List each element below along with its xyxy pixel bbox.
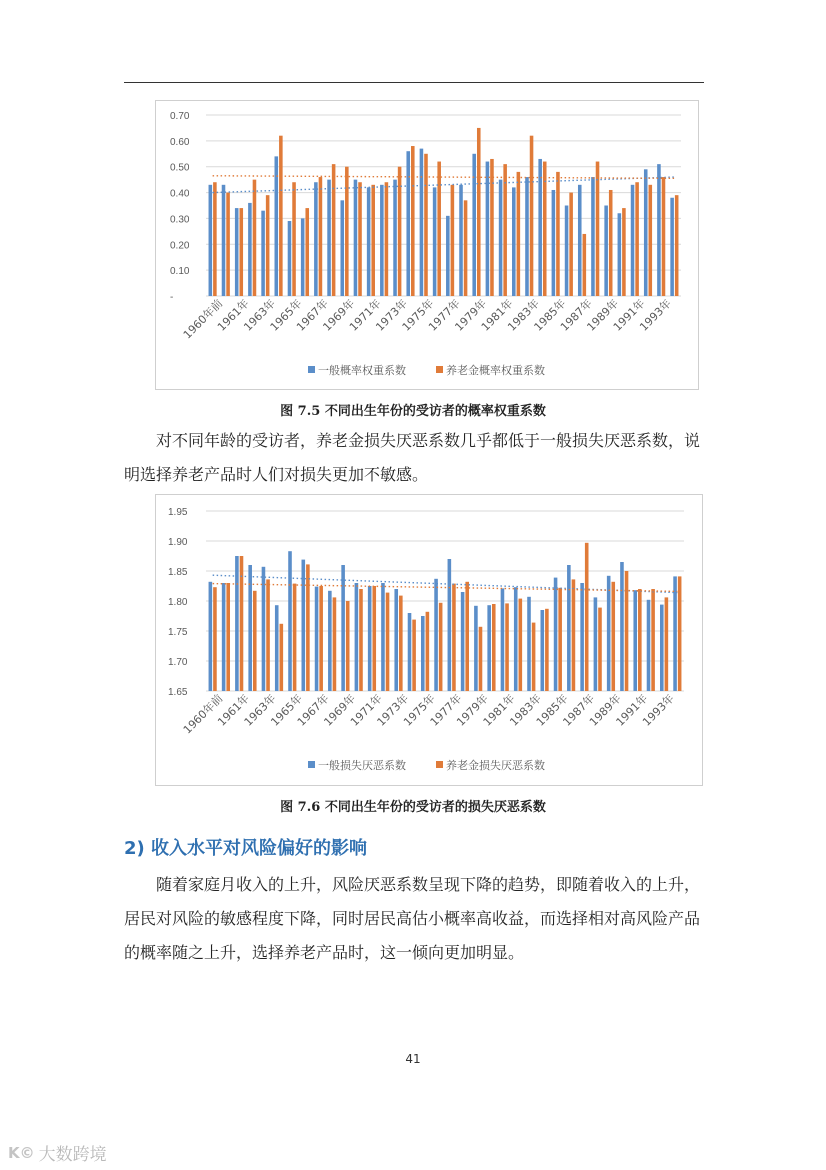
bar: [280, 624, 284, 691]
bar: [517, 172, 521, 296]
bar: [474, 606, 478, 691]
bar: [558, 588, 562, 691]
bar: [327, 180, 331, 296]
x-tick-label: 1977年: [426, 296, 463, 334]
x-tick-label: 1963年: [241, 296, 279, 334]
legend-label: 一般概率权重系数: [318, 364, 406, 377]
bar: [583, 234, 587, 296]
bar: [372, 586, 376, 691]
bar: [408, 613, 412, 691]
bar: [662, 177, 666, 296]
bar: [354, 180, 358, 296]
bar: [399, 596, 403, 691]
x-tick-label: 1985年: [531, 296, 569, 334]
bar: [503, 164, 507, 296]
bar: [426, 612, 430, 691]
bar: [394, 589, 398, 691]
x-tick-label: 1993年: [640, 691, 677, 729]
bar: [368, 586, 372, 691]
bar: [315, 587, 319, 691]
bar: [279, 136, 283, 296]
page-number: 41: [405, 1052, 421, 1066]
y-tick-label: 0.70: [170, 111, 190, 122]
bar: [545, 609, 549, 691]
bar: [222, 185, 226, 296]
bar: [490, 159, 494, 296]
bar: [381, 583, 385, 691]
x-tick-label: 1963年: [241, 691, 279, 729]
legend-swatch: [436, 366, 443, 373]
x-tick-label: 1993年: [637, 296, 674, 334]
bar: [620, 562, 624, 691]
bar: [631, 185, 635, 296]
bar: [514, 587, 518, 691]
bar: [638, 589, 642, 691]
bar: [594, 597, 598, 691]
x-tick-label: 1960年前: [180, 691, 226, 737]
bar: [266, 579, 270, 691]
bar: [625, 571, 629, 691]
bar: [609, 190, 613, 296]
bar: [519, 599, 523, 691]
bar: [675, 195, 679, 296]
y-tick-label: 0.60: [170, 136, 190, 148]
watermark: [8, 1140, 107, 1165]
bar: [452, 584, 456, 691]
bar: [578, 185, 582, 296]
y-tick-label: -: [170, 292, 174, 303]
bar: [253, 180, 257, 296]
bar: [420, 149, 424, 296]
bar: [433, 187, 437, 296]
x-tick-label: 1965年: [267, 296, 305, 334]
bar: [451, 185, 455, 296]
bar: [591, 177, 595, 296]
x-tick-label: 1967年: [294, 691, 332, 729]
bar: [301, 218, 305, 296]
x-tick-label: 1983年: [505, 296, 542, 334]
x-tick-label: 1989年: [584, 296, 622, 334]
bar: [345, 167, 349, 296]
chart2-svg: [156, 495, 702, 785]
bar: [380, 185, 384, 296]
x-tick-label: 1969年: [321, 691, 359, 729]
legend-swatch: [308, 366, 315, 373]
bar: [596, 162, 600, 296]
bar: [434, 579, 438, 691]
bar: [358, 182, 362, 296]
bar: [439, 603, 443, 691]
x-tick-label: 1975年: [399, 296, 437, 334]
x-tick-label: 1989年: [586, 691, 624, 729]
bar: [607, 576, 611, 691]
y-tick-label: 0.40: [170, 188, 190, 200]
bar: [465, 582, 469, 691]
bar: [464, 200, 468, 296]
bar: [371, 185, 375, 296]
bar: [580, 583, 584, 691]
bar: [486, 162, 490, 296]
bar: [226, 193, 230, 296]
bar: [565, 206, 569, 297]
bar: [512, 187, 516, 296]
bar: [598, 608, 602, 691]
x-tick-label: 1987年: [560, 691, 598, 729]
x-tick-label: 1960年前: [180, 296, 226, 342]
x-tick-label: 1973年: [374, 691, 412, 729]
bar: [253, 591, 257, 691]
chart-loss-aversion: [155, 494, 703, 786]
bar: [540, 610, 544, 691]
bar: [333, 597, 337, 691]
bar: [412, 620, 416, 691]
bar: [235, 208, 239, 296]
bar: [532, 623, 536, 691]
x-tick-label: 1961年: [215, 691, 252, 729]
watermark-text: 大数跨境: [38, 1145, 107, 1165]
x-tick-label: 1991年: [613, 691, 651, 729]
bar: [499, 180, 503, 296]
bar: [552, 190, 556, 296]
bar: [411, 146, 415, 296]
bar: [665, 597, 669, 691]
y-tick-label: 1.80: [168, 597, 188, 608]
bar: [477, 128, 481, 296]
bar: [367, 187, 371, 296]
x-tick-label: 1979年: [452, 296, 490, 334]
bar: [288, 551, 292, 691]
paragraph-text-2: 随着家庭月收入的上升，风险厌恶系数呈现下降的趋势，即随着收入的上升，居民对风险的敏感程度下降，同时居民高估小概率高收益，而选择相对高风险产品的概率随之上升，选择养老产品时，这一倾向更加明显。: [124, 875, 701, 962]
bar: [651, 589, 655, 691]
bar: [633, 590, 637, 691]
bar: [209, 582, 213, 691]
x-tick-label: 1983年: [507, 691, 545, 729]
bar: [328, 591, 332, 691]
x-tick-label: 1981年: [480, 691, 518, 729]
bar: [461, 592, 465, 691]
legend-label: 养老金概率权重系数: [446, 364, 545, 377]
bar: [572, 579, 576, 691]
bar: [673, 576, 677, 691]
bar: [292, 182, 296, 296]
bar: [288, 221, 292, 296]
bar: [301, 560, 305, 691]
x-tick-label: 1973年: [373, 296, 411, 334]
bar: [678, 576, 682, 691]
bar: [437, 162, 441, 296]
bar: [567, 565, 571, 691]
bar: [527, 597, 531, 691]
bar: [487, 605, 491, 691]
bar: [530, 136, 534, 296]
x-tick-label: 1969年: [320, 296, 358, 334]
bar: [644, 169, 648, 296]
y-tick-label: 1.85: [168, 567, 188, 578]
bar: [585, 543, 589, 691]
bar: [448, 559, 452, 691]
y-tick-label: 1.65: [168, 687, 188, 698]
bar: [421, 616, 425, 691]
bar: [660, 605, 664, 691]
bar: [472, 154, 476, 296]
bar: [306, 564, 310, 691]
bar: [332, 164, 336, 296]
bar: [538, 159, 542, 296]
bar: [359, 589, 363, 691]
bar: [670, 198, 674, 296]
header-rule: [124, 82, 704, 83]
bar: [209, 185, 213, 296]
paragraph-text-1: 对不同年龄的受访者，养老金损失厌恶系数几乎都低于一般损失厌恶系数，说明选择养老产品时人们对损失更加不敏感。: [124, 431, 701, 484]
y-tick-label: 0.20: [170, 240, 190, 252]
bar: [319, 586, 323, 691]
x-tick-label: 1981年: [478, 296, 516, 334]
bar: [501, 588, 505, 691]
bar: [346, 601, 350, 691]
x-tick-label: 1971年: [347, 691, 385, 729]
paragraph-loss-aversion: [124, 424, 706, 492]
bar: [305, 208, 309, 296]
x-tick-label: 1975年: [401, 691, 438, 729]
x-tick-label: 1991年: [610, 296, 648, 334]
y-tick-label: 1.75: [168, 627, 188, 638]
bar: [393, 180, 397, 296]
bar: [611, 582, 615, 691]
x-tick-label: 1961年: [214, 296, 252, 334]
bar: [213, 182, 217, 296]
bar: [355, 583, 359, 691]
bar: [341, 565, 345, 691]
y-tick-label: 1.70: [168, 657, 188, 668]
bar: [261, 211, 265, 296]
y-tick-label: 0.50: [170, 162, 190, 174]
bar: [275, 605, 279, 691]
bar: [479, 627, 483, 691]
x-tick-label: 1965年: [268, 691, 306, 729]
bar: [569, 193, 573, 296]
bar: [248, 203, 252, 296]
bar: [239, 208, 243, 296]
x-tick-label: 1979年: [454, 691, 491, 729]
watermark-logo-icon: K©: [8, 1143, 35, 1162]
bar: [266, 195, 270, 296]
bar: [275, 156, 279, 296]
bar: [319, 177, 323, 296]
bar: [505, 603, 509, 691]
bar: [459, 185, 463, 296]
bar: [213, 587, 217, 691]
bar: [618, 213, 622, 296]
figure-caption-7-6: 图 7.6 不同出生年份的受访者的损失厌恶系数: [280, 800, 546, 815]
chart1-svg: [156, 101, 698, 389]
bar: [424, 154, 428, 296]
x-tick-label: 1985年: [533, 691, 571, 729]
legend-label: 一般损失厌恶系数: [318, 759, 406, 772]
y-tick-label: 0.30: [170, 214, 190, 226]
bar: [222, 583, 226, 691]
bar: [635, 182, 639, 296]
legend-swatch: [436, 761, 443, 768]
bar: [262, 567, 266, 691]
legend-label: 养老金损失厌恶系数: [446, 759, 545, 772]
section-heading-income: 2) 收入水平对风险偏好的影响: [124, 838, 368, 859]
bar: [622, 208, 626, 296]
bar: [226, 583, 230, 691]
legend-swatch: [308, 761, 315, 768]
y-tick-label: 0.10: [170, 266, 190, 278]
bar: [406, 151, 410, 296]
bar: [492, 604, 496, 691]
bar: [314, 182, 318, 296]
bar: [293, 584, 297, 691]
x-tick-label: 1987年: [557, 296, 595, 334]
bar: [525, 177, 529, 296]
bar: [340, 200, 344, 296]
figure-caption-7-5: 图 7.5 不同出生年份的受访者的概率权重系数: [280, 404, 546, 419]
bar: [604, 206, 608, 297]
y-tick-label: 1.95: [168, 507, 188, 518]
bar: [649, 185, 653, 296]
bar: [556, 172, 560, 296]
bar: [657, 164, 661, 296]
paragraph-income: [124, 868, 706, 970]
bar: [446, 216, 450, 296]
x-tick-label: 1967年: [294, 296, 331, 334]
bar: [647, 600, 651, 691]
bar: [554, 578, 558, 691]
x-tick-label: 1977年: [427, 691, 465, 729]
chart-probability-weight: [155, 100, 699, 390]
bar: [385, 182, 389, 296]
y-tick-label: 1.90: [168, 537, 188, 548]
bar: [386, 593, 390, 691]
x-tick-label: 1971年: [346, 296, 384, 334]
